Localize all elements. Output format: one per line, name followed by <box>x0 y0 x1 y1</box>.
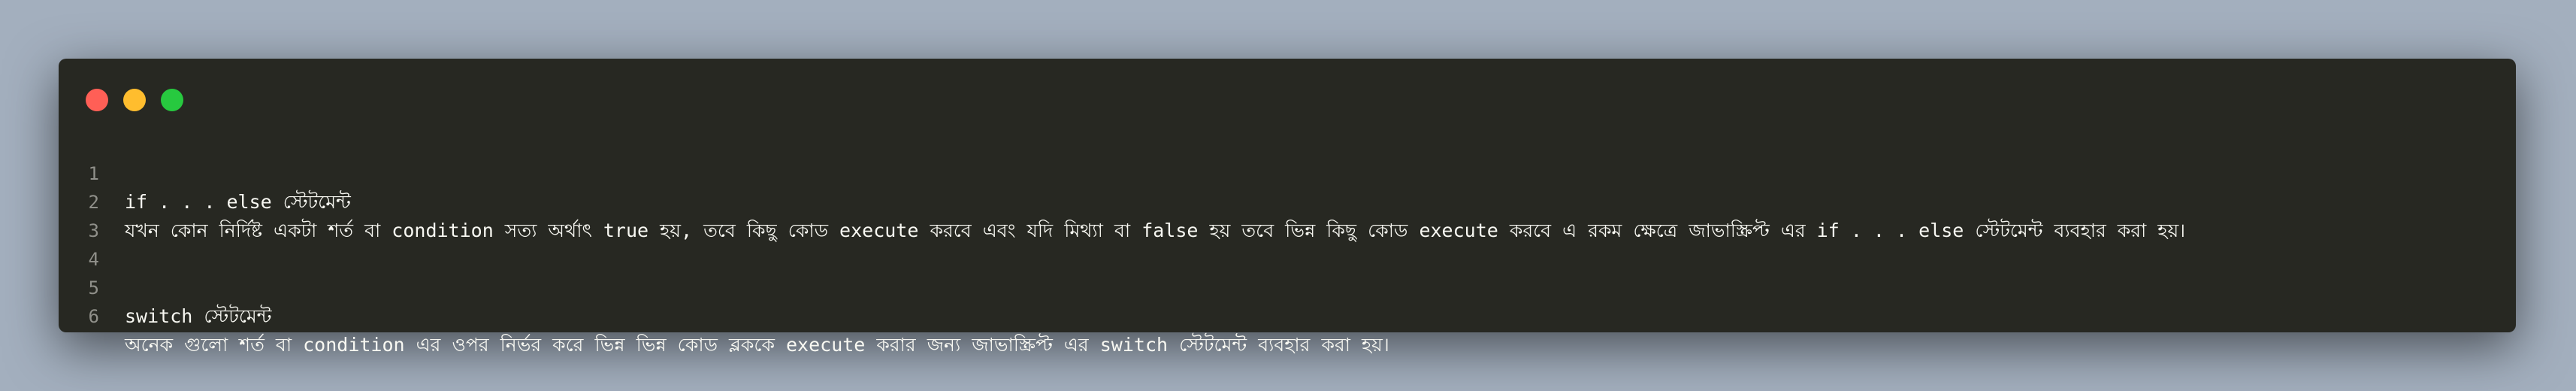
code-line <box>59 245 2516 327</box>
line-number: 4 <box>88 249 99 270</box>
code-line <box>59 274 2516 356</box>
line-number: 6 <box>88 306 99 327</box>
line-number: 2 <box>88 192 99 213</box>
line-number: 5 <box>88 277 99 299</box>
code-line <box>59 131 2516 213</box>
line-text: if . . . else স্টেটমেন্ট <box>125 191 351 213</box>
line-number: 3 <box>88 220 99 241</box>
line-number: 1 <box>88 163 99 184</box>
close-button[interactable] <box>86 89 108 111</box>
code-line <box>59 159 2516 241</box>
code-line <box>59 217 2516 270</box>
line-text: switch স্টেটমেন্ট <box>125 305 272 327</box>
line-text: অনেক গুলো শর্ত বা condition এর ওপর নির্ভর করে ভিন্ন ভিন্ন কোড ব্লককে execute করার জন্য জাভাস্ক্রিপ্ট এর switch স্টেটমেন্ট ব্যবহার করা হয়। <box>125 334 1389 356</box>
code-window <box>59 59 2516 356</box>
zoom-button[interactable] <box>161 89 183 111</box>
line-text: যখন কোন নির্দিষ্ট একটা শর্ত বা condition সত্য অর্থাৎ true হয়, তবে কিছু কোড execute করবে এবং যদি মিথ্যা বা false হয় তবে ভিন্ন কিছু কোড execute করবে এ রকম ক্ষেত্রে জাভাস্ক্রিপ্ট এর if . . . else স্টেটমেন্ট ব্যবহার করা হয়। <box>125 220 2186 241</box>
code-editor <box>59 131 2516 356</box>
minimize-button[interactable] <box>123 89 146 111</box>
